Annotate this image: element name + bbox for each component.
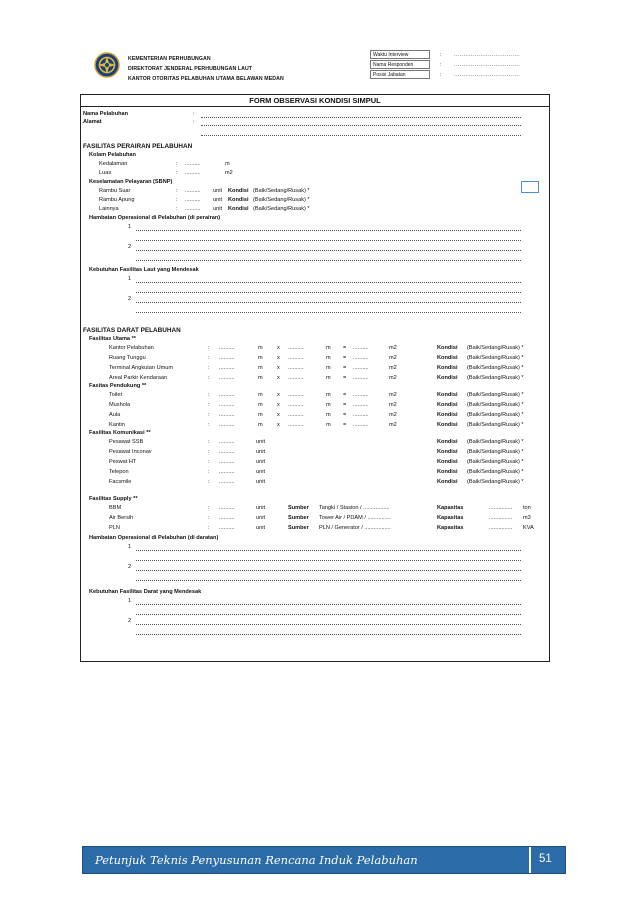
input-dots[interactable]: .......... (353, 392, 369, 398)
unit-label: m (326, 355, 331, 361)
nama-pelabuhan-label: Nama Pelabuhan (83, 111, 129, 117)
row-label: Terminal Angkutan Umum (109, 365, 174, 371)
item-number: 1 (128, 544, 132, 550)
colon: : (208, 525, 210, 531)
equals-sign: = (343, 422, 347, 428)
input-dots[interactable]: .......... (288, 422, 304, 428)
unit-label: m (258, 375, 263, 381)
colon: : (176, 206, 178, 212)
unit-label: unit (213, 197, 223, 203)
alamat-field[interactable] (201, 135, 521, 136)
equals-sign: = (343, 365, 347, 371)
unit-label: m3 (523, 515, 531, 521)
input-dots[interactable]: .......... (219, 469, 235, 475)
answer-line[interactable] (136, 230, 521, 231)
answer-line[interactable] (136, 580, 521, 581)
row-label: Peswat HT (109, 459, 137, 465)
colon: : (208, 345, 210, 351)
kondisi-options[interactable]: (Baik/Sedang/Rusak) * (467, 402, 524, 408)
input-dots[interactable]: .......... (353, 365, 369, 371)
colon: : (176, 197, 178, 203)
kondisi-options[interactable]: (Baik/Sedang/Rusak) * (467, 345, 524, 351)
equals-sign: = (343, 345, 347, 351)
colon: : (208, 412, 210, 418)
equals-sign: = (343, 412, 347, 418)
kondisi-options[interactable]: (Baik/Sedang/Rusak) * (467, 355, 524, 361)
multiply-sign: x (277, 375, 280, 381)
colon: : (208, 422, 210, 428)
kondisi-label: Kondisi (437, 345, 458, 351)
info-field[interactable]: ................................... (454, 52, 521, 58)
kondisi-options[interactable]: (Baik/Sedang/Rusak) * (467, 479, 524, 485)
input-dots[interactable]: .......... (219, 422, 235, 428)
subsection-heading: Keselamatan Pelayaran (SBNP) (89, 179, 173, 185)
input-dots[interactable]: .......... (353, 355, 369, 361)
input-dots[interactable]: .......... (288, 365, 304, 371)
colon: : (176, 161, 178, 167)
org-line: KEMENTERIAN PERHUBUNGAN (128, 56, 211, 62)
answer-line[interactable] (136, 570, 521, 571)
kondisi-options[interactable]: (Baik/Sedang/Rusak) * (467, 459, 524, 465)
row-label: Toilet (109, 392, 123, 398)
row-label: Mushola (109, 402, 131, 408)
answer-line[interactable] (136, 604, 521, 605)
answer-line[interactable] (136, 250, 521, 251)
input-dots[interactable]: .......... (288, 345, 304, 351)
subsection-heading: Hambatan Operasional di Pelabuhan (di daratan) (89, 535, 219, 541)
row-label: Rambu Suar (99, 188, 131, 194)
input-dots[interactable]: .......... (353, 422, 369, 428)
input-dots[interactable]: .......... (219, 365, 235, 371)
unit-label: m2 (389, 422, 397, 428)
answer-line[interactable] (136, 240, 521, 241)
kondisi-options[interactable]: (Baik/Sedang/Rusak) * (467, 439, 524, 445)
input-dots[interactable]: .......... (288, 355, 304, 361)
info-row (366, 70, 556, 80)
multiply-sign: x (277, 412, 280, 418)
answer-line[interactable] (136, 614, 521, 615)
row-label: Lainnya (99, 206, 119, 212)
unit-label: unit (256, 525, 266, 531)
unit-label: m2 (389, 412, 397, 418)
alamat-label: Alamat (83, 119, 102, 125)
subsection-heading: Fasilitas Supply ** (89, 496, 138, 502)
kondisi-label: Kondisi (437, 402, 458, 408)
info-field[interactable]: ................................... (454, 72, 521, 78)
row-label: Luas (99, 170, 112, 176)
subsection-heading: Kebutuhan Fasilitas Darat yang Mendesak (89, 589, 202, 595)
colon: : (176, 188, 178, 194)
item-number: 2 (128, 244, 132, 250)
section-heading: FASILITAS PERAIRAN PELABUHAN (83, 143, 193, 150)
unit-label: unit (256, 459, 266, 465)
form-title: FORM OBSERVASI KONDISI SIMPUL (81, 95, 549, 107)
unit-label: m (326, 345, 331, 351)
kondisi-label: Kondisi (437, 469, 458, 475)
unit-label: m (225, 161, 230, 167)
kondisi-label: Kondisi (437, 439, 458, 445)
item-number: 2 (128, 618, 132, 624)
row-label: BBM (109, 505, 122, 511)
answer-line[interactable] (136, 634, 521, 635)
unit-label: m (326, 402, 331, 408)
unit-label: m (258, 392, 263, 398)
multiply-sign: x (277, 355, 280, 361)
kondisi-options[interactable]: (Baik/Sedang/Rusak) * (467, 469, 524, 475)
input-dots[interactable]: .......... (185, 170, 201, 176)
colon: : (208, 402, 210, 408)
kondisi-options[interactable]: (Baik/Sedang/Rusak) * (467, 449, 524, 455)
colon: : (193, 111, 195, 117)
page-footer (82, 846, 566, 874)
sumber-options[interactable]: Tower Air / PDAM / ............... (319, 515, 391, 521)
page-header (94, 50, 556, 92)
equals-sign: = (343, 392, 347, 398)
row-label: Kedalaman (99, 161, 128, 167)
kondisi-label: Kondisi (228, 206, 249, 212)
org-line: KANTOR OTORITAS PELABUHAN UTAMA BELAWAN MEDAN (128, 76, 284, 82)
subsection-heading: Fasilitas Utama ** (89, 336, 136, 342)
answer-line[interactable] (136, 312, 521, 313)
equals-sign: = (343, 402, 347, 408)
colon: : (208, 449, 210, 455)
kapasitas-label: Kapasitas (437, 525, 464, 531)
unit-label: m (326, 375, 331, 381)
equals-sign: = (343, 375, 347, 381)
input-dots[interactable]: .......... (185, 188, 201, 194)
answer-line[interactable] (136, 282, 521, 283)
info-colon: : (440, 62, 442, 68)
kondisi-options[interactable]: (Baik/Sedang/Rusak) * (253, 188, 310, 194)
unit-label: unit (213, 206, 223, 212)
colon: : (208, 505, 210, 511)
input-dots[interactable]: .......... (185, 197, 201, 203)
unit-label: unit (256, 505, 266, 511)
unit-label: m (258, 402, 263, 408)
multiply-sign: x (277, 345, 280, 351)
colon: : (208, 439, 210, 445)
colon: : (176, 170, 178, 176)
alamat-field[interactable] (201, 125, 521, 126)
sumber-label: Sumber (288, 515, 309, 521)
page-number: 51 (539, 853, 552, 865)
unit-label: m2 (389, 402, 397, 408)
input-dots[interactable]: .......... (219, 439, 235, 445)
input-dots[interactable]: .......... (288, 375, 304, 381)
row-label: Ruang Tunggu (109, 355, 146, 361)
row-label: Kantor Pelabuhan (109, 345, 154, 351)
unit-label: m (326, 422, 331, 428)
input-dots[interactable]: .......... (219, 355, 235, 361)
interview-info (366, 50, 556, 80)
subsection-heading: Kolam Pelabuhan (89, 152, 136, 158)
kondisi-options[interactable]: (Baik/Sedang/Rusak) * (467, 392, 524, 398)
answer-line[interactable] (136, 302, 521, 303)
input-dots[interactable]: .......... (353, 412, 369, 418)
colon: : (208, 375, 210, 381)
unit-label: m2 (389, 345, 397, 351)
subsection-heading: Fasilitas Komunikasi ** (89, 430, 151, 436)
row-label: Aula (109, 412, 121, 418)
footer-divider (529, 847, 531, 873)
kondisi-label: Kondisi (228, 197, 249, 203)
colon: : (208, 515, 210, 521)
unit-label: KVA (523, 525, 534, 531)
input-dots[interactable]: .......... (353, 402, 369, 408)
item-number: 1 (128, 598, 132, 604)
sumber-options[interactable]: PLN / Generator / ................. (319, 525, 391, 531)
unit-label: unit (213, 188, 223, 194)
kondisi-options[interactable]: (Baik/Sedang/Rusak) * (467, 422, 524, 428)
answer-line[interactable] (136, 550, 521, 551)
subsection-heading: Fasitas Pendukung ** (89, 383, 147, 389)
kondisi-label: Kondisi (228, 188, 249, 194)
answer-line[interactable] (136, 624, 521, 625)
row-label: Rambu Apung (99, 197, 135, 203)
info-colon: : (440, 72, 442, 78)
input-dots[interactable]: .......... (219, 459, 235, 465)
unit-label: unit (256, 515, 266, 521)
multiply-sign: x (277, 392, 280, 398)
input-dots[interactable]: .......... (288, 412, 304, 418)
colon: : (208, 479, 210, 485)
kondisi-label: Kondisi (437, 365, 458, 371)
input-dots[interactable]: .......... (219, 402, 235, 408)
subsection-heading: Hambatan Operasional di Pelabuhan (di perairan) (89, 215, 221, 221)
unit-label: unit (256, 439, 266, 445)
kapasitas-label: Kapasitas (437, 505, 464, 511)
kondisi-label: Kondisi (437, 479, 458, 485)
colon: : (208, 459, 210, 465)
kondisi-label: Kondisi (437, 355, 458, 361)
info-colon: : (440, 52, 442, 58)
org-line: DIREKTORAT JENDERAL PERHUBUNGAN LAUT (128, 66, 253, 72)
colon: : (193, 119, 195, 125)
subsection-heading: Kebutuhan Fasilitas Laut yang Mendesak (89, 267, 199, 273)
colon: : (208, 355, 210, 361)
kondisi-label: Kondisi (437, 412, 458, 418)
observation-form (80, 94, 550, 662)
sumber-label: Sumber (288, 505, 309, 511)
info-label: Waktu Interview (370, 50, 430, 59)
unit-label: m (258, 355, 263, 361)
row-label: Air Bersih (109, 515, 134, 521)
input-dots[interactable]: .......... (219, 345, 235, 351)
sumber-options[interactable]: Tangki / Stasion / ................. (319, 505, 390, 511)
input-dots[interactable]: ............... (489, 505, 513, 511)
kondisi-label: Kondisi (437, 375, 458, 381)
footer-title: Petunjuk Teknis Penyusunan Rencana Induk Pelabuhan (95, 853, 418, 867)
multiply-sign: x (277, 422, 280, 428)
multiply-sign: x (277, 365, 280, 371)
kondisi-options[interactable]: (Baik/Sedang/Rusak) * (253, 197, 310, 203)
row-label: Telepon (109, 469, 129, 475)
info-field[interactable]: ................................... (454, 62, 521, 68)
item-number: 2 (128, 296, 132, 302)
unit-label: m2 (389, 365, 397, 371)
checkbox[interactable] (521, 181, 539, 193)
kondisi-label: Kondisi (437, 422, 458, 428)
kondisi-label: Kondisi (437, 392, 458, 398)
unit-label: m (326, 365, 331, 371)
kondisi-label: Kondisi (437, 449, 458, 455)
answer-line[interactable] (136, 292, 521, 293)
section-heading: FASILITAS DARAT PELABUHAN (83, 327, 181, 334)
input-dots[interactable]: .......... (219, 375, 235, 381)
answer-line[interactable] (136, 560, 521, 561)
input-dots[interactable]: .......... (219, 412, 235, 418)
info-label: Nama Responden (370, 60, 430, 69)
row-label: Kantin (109, 422, 125, 428)
unit-label: m2 (389, 375, 397, 381)
row-label: Facsmile (109, 479, 132, 485)
input-dots[interactable]: .......... (353, 375, 369, 381)
unit-label: m2 (389, 355, 397, 361)
unit-label: m (258, 365, 263, 371)
input-dots[interactable]: .......... (288, 392, 304, 398)
kondisi-options[interactable]: (Baik/Sedang/Rusak) * (467, 412, 524, 418)
colon: : (208, 392, 210, 398)
kondisi-options[interactable]: (Baik/Sedang/Rusak) * (253, 206, 310, 212)
input-dots[interactable]: .......... (219, 525, 235, 531)
sumber-label: Sumber (288, 525, 309, 531)
item-number: 1 (128, 276, 132, 282)
kondisi-label: Kondisi (437, 459, 458, 465)
unit-label: m (258, 422, 263, 428)
row-label: Areal Parkir Kendaraan (109, 375, 168, 381)
input-dots[interactable]: .......... (288, 402, 304, 408)
kapasitas-label: Kapasitas (437, 515, 464, 521)
unit-label: m (326, 412, 331, 418)
input-dots[interactable]: ............... (489, 525, 513, 531)
unit-label: m (258, 412, 263, 418)
input-dots[interactable]: .......... (353, 345, 369, 351)
item-number: 2 (128, 564, 132, 570)
kondisi-options[interactable]: (Baik/Sedang/Rusak) * (467, 365, 524, 371)
info-row (366, 60, 556, 70)
input-dots[interactable]: .......... (219, 505, 235, 511)
input-dots[interactable]: .......... (219, 449, 235, 455)
organization-name (128, 54, 284, 84)
info-row (366, 50, 556, 60)
colon: : (208, 469, 210, 475)
kondisi-options[interactable]: (Baik/Sedang/Rusak) * (467, 375, 524, 381)
input-dots[interactable]: .......... (219, 392, 235, 398)
multiply-sign: x (277, 402, 280, 408)
unit-label: m2 (389, 392, 397, 398)
unit-label: m (326, 392, 331, 398)
unit-label: unit (256, 449, 266, 455)
input-dots[interactable]: .......... (219, 515, 235, 521)
info-label: Posisi Jabatan (370, 70, 430, 79)
answer-line[interactable] (136, 260, 521, 261)
unit-label: unit (256, 479, 266, 485)
input-dots[interactable]: ............... (489, 515, 513, 521)
row-label: Pesawat SSB (109, 439, 144, 445)
equals-sign: = (343, 355, 347, 361)
unit-label: m2 (225, 170, 233, 176)
ministry-logo-icon (94, 52, 120, 78)
unit-label: m (258, 345, 263, 351)
nama-pelabuhan-field[interactable] (201, 117, 521, 118)
unit-label: unit (256, 469, 266, 475)
input-dots[interactable]: .......... (185, 206, 201, 212)
unit-label: ton (523, 505, 531, 511)
input-dots[interactable]: .......... (219, 479, 235, 485)
item-number: 1 (128, 224, 132, 230)
input-dots[interactable]: .......... (185, 161, 201, 167)
row-label: Pesawat Inconav (109, 449, 152, 455)
row-label: PLN (109, 525, 120, 531)
colon: : (208, 365, 210, 371)
